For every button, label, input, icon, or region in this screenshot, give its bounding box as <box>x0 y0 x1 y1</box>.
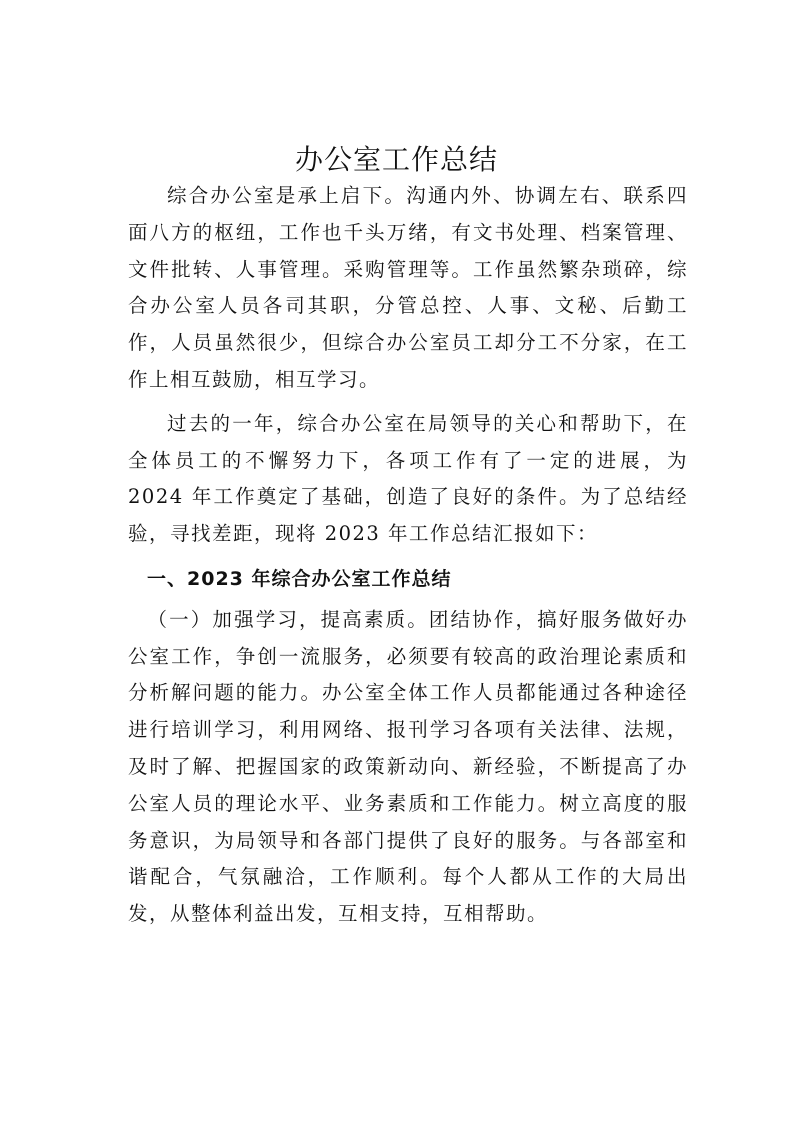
paragraph-section-1: （一）加强学习，提高素质。团结协作，搞好服务做好办公室工作，争创一流服务，必须要有较高的政治理论素质和分析解问题的能力。办公室全体工作人员都能通过各种途径进行培训学习，利用网络、报刊学习各项有关法律、法规，及时了解、把握国家的政策新动向、新经验，不断提高了办公室人员的理论水平、业务素质和工作能力。树立高度的服务意识，为局领导和各部门提供了良好的服务。与各部室和谐配合，气氛融洽，工作顺利。每个人都从工作的大局出发，从整体利益出发，互相支持，互相帮助。 <box>128 607 688 926</box>
paragraph-review: 过去的一年，综合办公室在局领导的关心和帮助下，在全体员工的不懈努力下，各项工作有了一定的进展，为 2024 年工作奠定了基础，创造了良好的条件。为了总结经验，寻找差距，现将 2023 年工作总结汇报如下： <box>128 411 688 546</box>
section-heading: 一、2023 年综合办公室工作总结 <box>147 567 452 590</box>
document-title: 办公室工作总结 <box>294 143 498 176</box>
paragraph-intro: 综合办公室是承上启下。沟通内外、协调左右、联系四面八方的枢纽，工作也千头万绪，有文书处理、档案管理、文件批转、人事管理。采购管理等。工作虽然繁杂琐碎，综合办公室人员各司其职，分管总控、人事、文秘、后勤工作，人员虽然很少，但综合办公室员工却分工不分家，在工作上相互鼓励，相互学习。 <box>128 184 688 391</box>
document-body <box>128 178 688 933</box>
